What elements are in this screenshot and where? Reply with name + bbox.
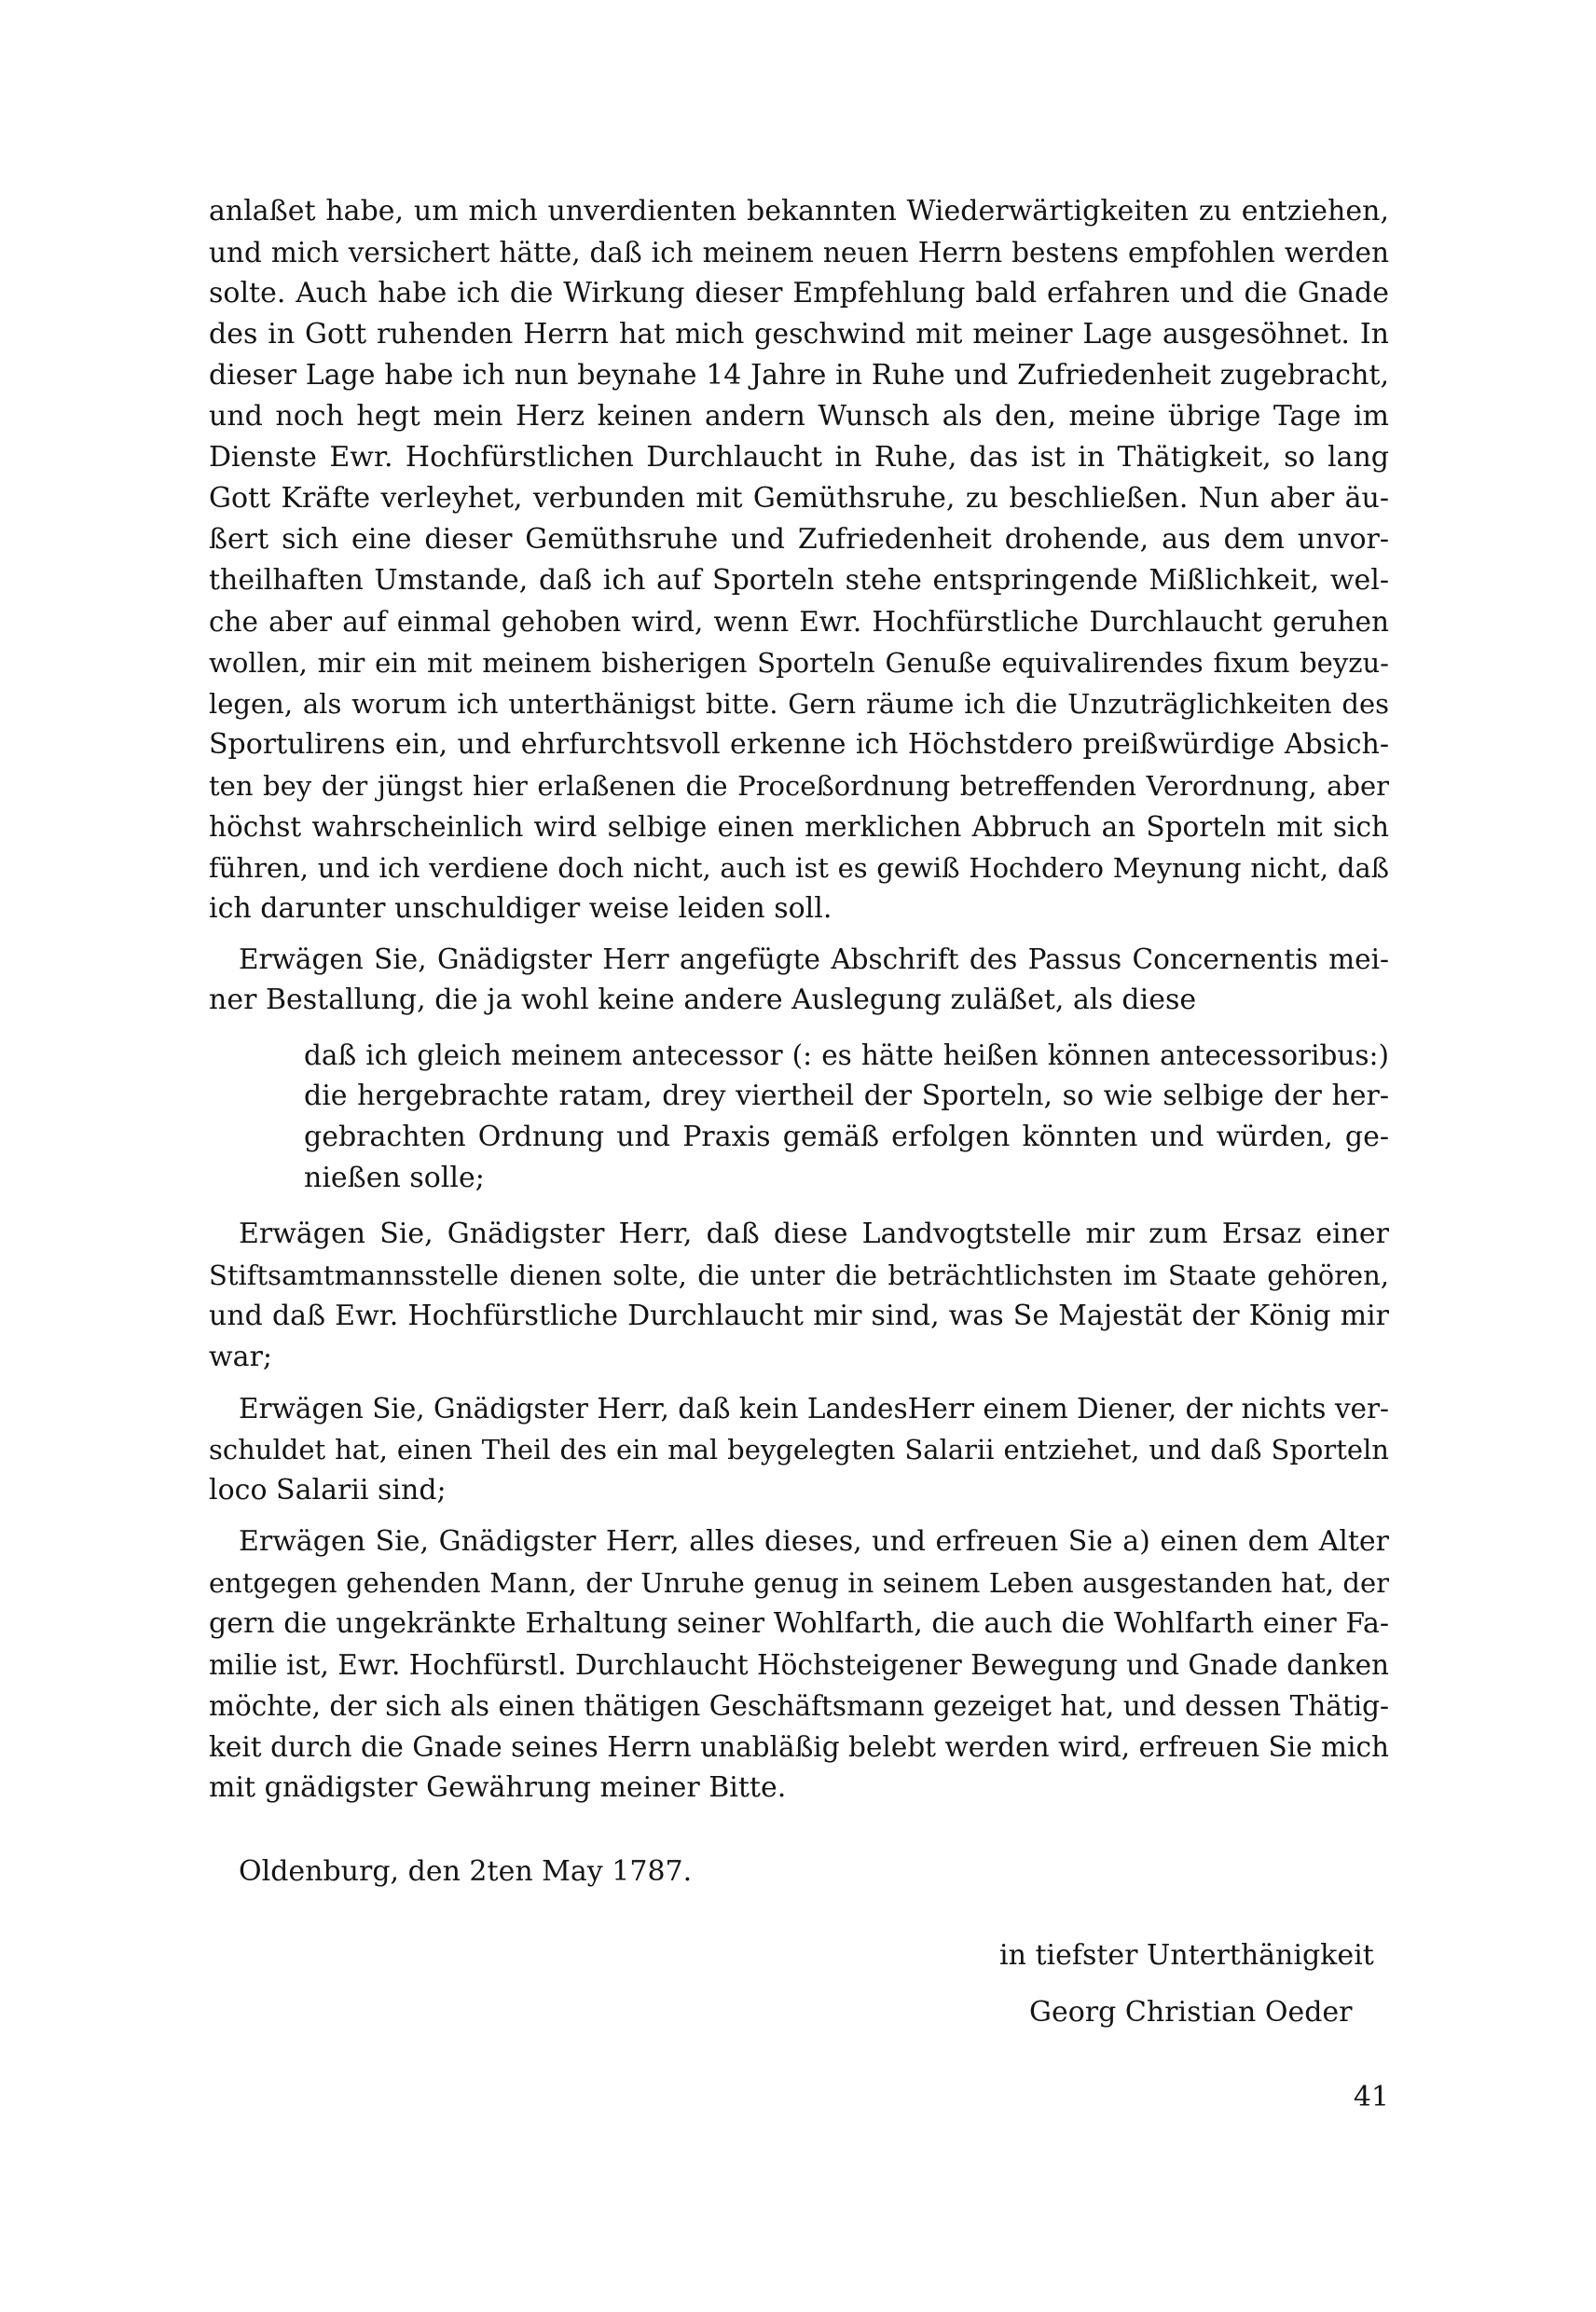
text-line: mit gnädigster Gewährung meiner Bitte. — [209, 1771, 787, 1804]
quote-line: die hergebrachte ratam, drey viertheil der Sporteln, so wie selbige der her- — [304, 1080, 1389, 1112]
text-line: theilhaften Umstande, daß ich auf Sporteln stehe entspringende Mißlichkeit, wel- — [209, 564, 1389, 597]
text-line: legen, als worum ich unterthänigst bitte. Gern räume ich die Unzuträglichkeiten des — [209, 688, 1389, 720]
text-line: schuldet hat, einen Theil des ein mal beygelegten Salarii entziehet, und daß Sporteln — [209, 1434, 1389, 1466]
text-line: ner Bestallung, die ja wohl keine andere Auslegung zuläßet, als diese — [209, 984, 1197, 1016]
text-line: und mich versichert hätte, daß ich meinem neuen Herrn bestens empfohlen werden — [209, 237, 1389, 268]
text-line: wollen, mir ein mit meinem bisherigen Sporteln Genuße equivalirendes fixum beyzu- — [209, 647, 1389, 679]
text-line: Stiftsamtmannsstelle dienen solte, die unter die beträchtlichsten im Staate gehören, — [209, 1259, 1389, 1291]
text-line: che aber auf einmal gehoben wird, wenn Ewr. Hochfürstliche Durchlaucht geruhen — [209, 606, 1389, 638]
text-line: ten bey der jüngst hier erlaßenen die Proceßordnung betreffenden Verordnung, aber — [209, 770, 1389, 802]
text-line: entgegen gehenden Mann, der Unruhe genug in seinem Leben ausgestanden hat, der — [209, 1567, 1389, 1599]
text-line: des in Gott ruhenden Herrn hat mich geschwind mit meiner Lage ausgesöhnet. In — [209, 318, 1389, 351]
closing-line: in tiefster Unterthänigkeit — [999, 1939, 1374, 1972]
quote-line: nießen solle; — [304, 1162, 485, 1194]
text-line: Erwägen Sie, Gnädigster Herr, daß kein LandesHerr einem Diener, der nichts ver- — [239, 1393, 1390, 1424]
page-number: 41 — [1353, 2081, 1389, 2113]
text-line: keit durch die Gnade seines Herrn unabläßig belebt werden wird, erfreuen Sie mich — [209, 1731, 1389, 1763]
quote-line: daß ich gleich meinem antecessor (: es hätte heißen können antecessoribus:) — [304, 1039, 1389, 1071]
text-line: anlaßet habe, um mich unverdienten bekannten Wiederwärtigkeiten zu entziehen, — [209, 195, 1389, 227]
text-line: war; — [209, 1341, 273, 1373]
text-line: dieser Lage habe ich nun beynahe 14 Jahre in Ruhe und Zufriedenheit zugebracht, — [209, 359, 1389, 392]
text-line: Erwägen Sie, Gnädigster Herr, daß diese Landvogtstelle mir zum Ersaz einer — [239, 1218, 1389, 1250]
text-line: und daß Ewr. Hochfürstliche Durchlaucht mir sind, was Se Majestät der König mir — [209, 1300, 1389, 1332]
text-line: Sportulirens ein, und ehrfurchtsvoll erkenne ich Höchstdero preißwürdige Absich- — [209, 728, 1389, 761]
text-line: milie ist, Ewr. Hochfürstl. Durchlaucht Höchsteigener Bewegung und Gnade danken — [209, 1649, 1390, 1681]
text-line: möchte, der sich als einen thätigen Geschäftsmann gezeiget hat, und dessen Thätig- — [209, 1690, 1389, 1722]
text-line: loco Salarii sind; — [209, 1474, 447, 1507]
text-line: gern die ungekränkte Erhaltung seiner Wohlfarth, die auch die Wohlfarth einer Fa- — [209, 1607, 1389, 1640]
text-line: solte. Auch habe ich die Wirkung dieser Empfehlung bald erfahren und die Gnade — [209, 277, 1389, 310]
text-line: ich darunter unschuldiger weise leiden soll. — [209, 892, 832, 925]
text-line: ßert sich eine dieser Gemüthsruhe und Zufriedenheit drohende, aus dem unvor- — [209, 523, 1389, 556]
text-line: Erwägen Sie, Gnädigster Herr, alles dieses, und erfreuen Sie a) einen dem Alter — [239, 1525, 1389, 1558]
dateline: Oldenburg, den 2ten May 1787. — [239, 1855, 693, 1888]
text-line: höchst wahrscheinlich wird selbige einen merklichen Abbruch an Sporteln mit sich — [209, 811, 1389, 843]
text-line: Gott Kräfte verleyhet, verbunden mit Gemüthsruhe, zu beschließen. Nun aber äu- — [209, 482, 1389, 515]
signature-name: Georg Christian Oeder — [1029, 1996, 1353, 2029]
text-line: und noch hegt mein Herz keinen andern Wunsch als den, meine übrige Tage im — [209, 400, 1389, 433]
quote-line: gebrachten Ordnung und Praxis gemäß erfolgen könnten und würden, ge- — [304, 1121, 1389, 1153]
text-line: führen, und ich verdiene doch nicht, auch ist es gewiß Hochdero Meynung nicht, daß — [209, 852, 1389, 884]
text-line: Dienste Ewr. Hochfürstlichen Durchlaucht in Ruhe, das ist in Thätigkeit, so lang — [209, 441, 1389, 474]
text-line: Erwägen Sie, Gnädigster Herr angefügte Abschrift des Passus Concernentis mei- — [239, 943, 1389, 975]
